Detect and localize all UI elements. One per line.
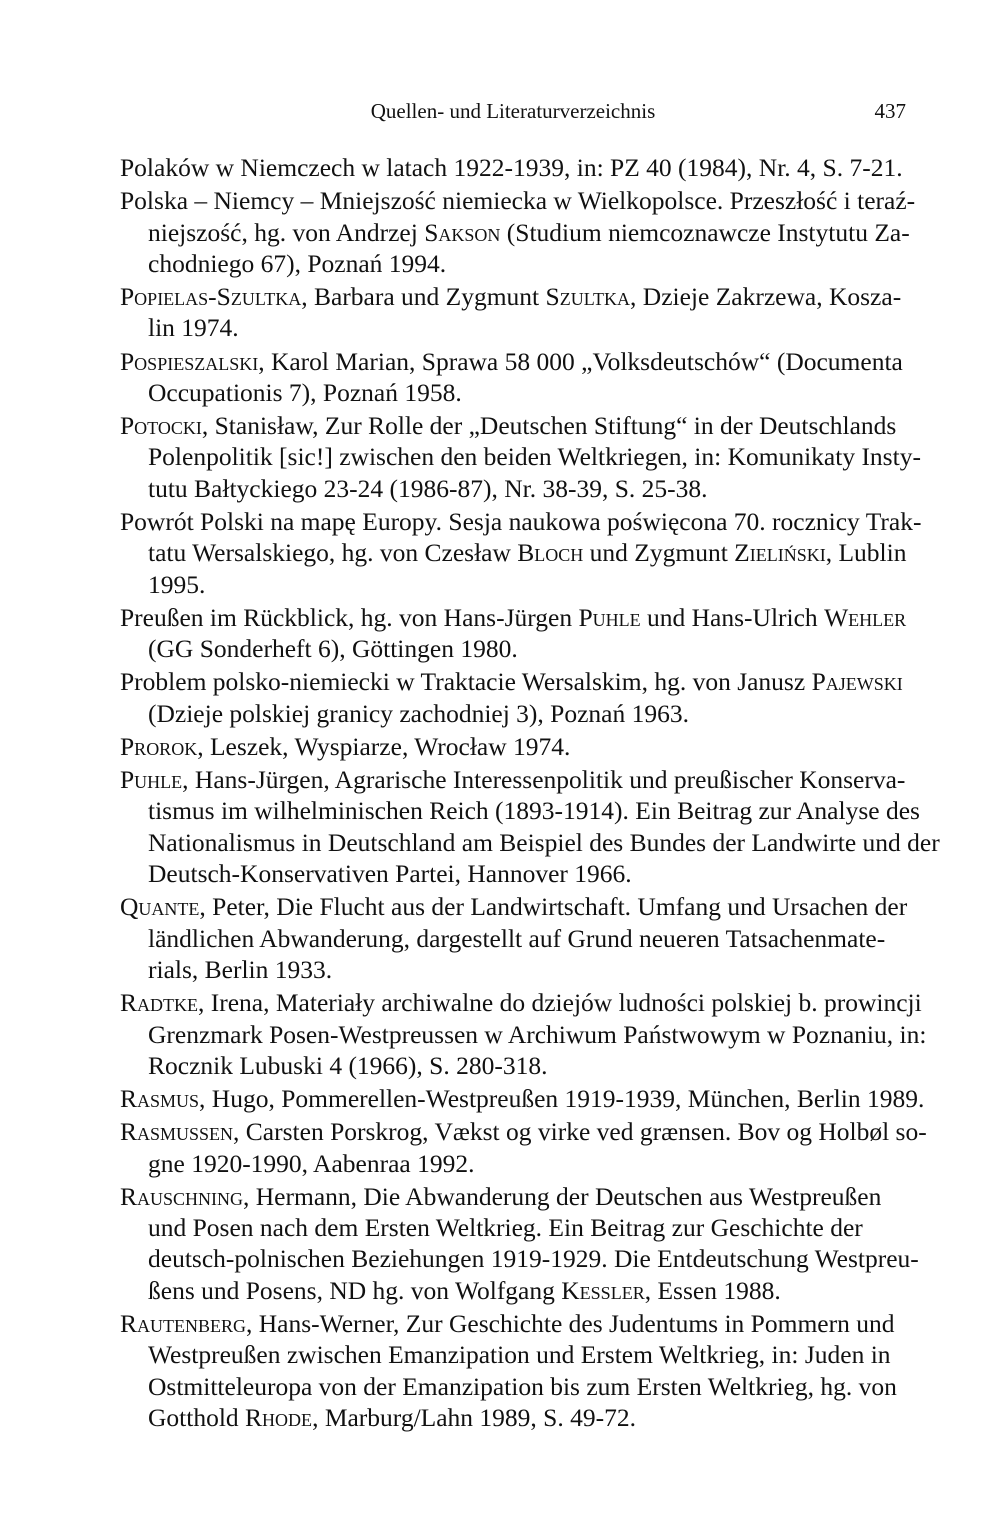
entry-line: Rasmussen, Carsten Porskrog, Vækst og virke ved grænsen. Bov og Holbøl so-: [120, 1117, 927, 1147]
bibliography-entry: [120, 1181, 919, 1307]
entry-line: Grenzmark Posen-Westpreussen w Archiwum Państwowym w Poznaniu, in:: [148, 1019, 927, 1049]
entry-line: Westpreußen zwischen Emanzipation und Erstem Weltkrieg, in: Juden in: [148, 1340, 891, 1370]
entry-line: Radtke, Irena, Materiały archiwalne do dziejów ludności polskiej b. prowincji: [120, 988, 922, 1018]
entry-line: Polska – Niemcy – Mniejszość niemiecka w Wielkopolsce. Przeszłość i teraź-: [120, 186, 916, 216]
entry-line: Gotthold Rhode, Marburg/Lahn 1989, S. 49-72.: [148, 1403, 636, 1433]
entry-line: tutu Bałtyckiego 23-24 (1986-87), Nr. 38-39, S. 25-38.: [148, 473, 708, 503]
entry-line: tismus im wilhelminischen Reich (1893-1914). Ein Beitrag zur Analyse des: [148, 796, 920, 826]
entry-line: und Posen nach dem Ersten Weltkrieg. Ein Beitrag zur Geschichte der: [148, 1213, 863, 1243]
bibliography-entry: [120, 1308, 906, 1434]
entry-line: Potocki, Stanisław, Zur Rolle der „Deutschen Stiftung“ in der Deutschlands: [120, 411, 897, 440]
entry-line: Polaków w Niemczech w latach 1922-1939, in: PZ 40 (1984), Nr. 4, S. 7-21.: [120, 153, 903, 182]
entry-line: 1995.: [148, 569, 206, 599]
page-number: 437: [874, 99, 906, 123]
entry-line: Prorok, Leszek, Wyspiarze, Wrocław 1974.: [120, 731, 571, 761]
bibliography-entry: [120, 152, 906, 183]
bibliography-entry: [120, 764, 940, 890]
entry-line: Nationalismus in Deutschland am Beispiel des Bundes der Landwirte und der: [148, 827, 940, 857]
bibliography-entry: [120, 346, 906, 409]
bibliography-entry: [120, 410, 921, 504]
bibliography-entry: [120, 891, 906, 985]
entry-line: Rautenberg, Hans-Werner, Zur Geschichte des Judentums in Pommern und: [120, 1308, 895, 1338]
entry-line: lin 1974.: [148, 313, 239, 343]
bibliography-list: [120, 152, 940, 1435]
bibliography-entry: [120, 602, 906, 665]
bibliography-entry: [120, 506, 922, 600]
bibliography-entry: [120, 185, 916, 279]
entry-line: chodniego 67), Poznań 1994.: [148, 248, 447, 278]
entry-line: (Dzieje polskiej granicy zachodniej 3), Poznań 1963.: [148, 698, 689, 728]
entry-line: Puhle, Hans-Jürgen, Agrarische Interessenpolitik und preußischer Konserva-: [120, 764, 906, 794]
entry-line: (GG Sonderheft 6), Göttingen 1980.: [148, 634, 518, 664]
entry-line: Quante, Peter, Die Flucht aus der Landwirtschaft. Umfang und Ursachen der: [120, 892, 908, 922]
entry-line: Occupationis 7), Poznań 1958.: [148, 377, 462, 407]
entry-line: deutsch-polnischen Beziehungen 1919-1929. Die Entdeutschung Westpreu-: [148, 1244, 919, 1274]
running-title: Quellen- und Literaturverzeichnis: [370, 99, 656, 123]
entry-line: Powrót Polski na mapę Europy. Sesja naukowa poświęcona 70. rocznicy Trak-: [120, 506, 922, 536]
entry-line: Preußen im Rückblick, hg. von Hans-Jürgen Puhle und Hans-Ulrich Wehler: [120, 602, 907, 632]
running-header: [120, 94, 906, 128]
entry-line: Popielas-Szultka, Barbara und Zygmunt Szultka, Dzieje Zakrzewa, Kosza-: [120, 282, 902, 311]
bibliography-entry: [120, 1116, 927, 1179]
entry-line: gne 1920-1990, Aabenraa 1992.: [148, 1148, 475, 1178]
entry-line: ßens und Posens, ND hg. von Wolfgang Kessler, Essen 1988.: [148, 1275, 781, 1305]
entry-line: Deutsch-Konservativen Partei, Hannover 1966.: [148, 859, 632, 889]
entry-line: Rasmus, Hugo, Pommerellen-Westpreußen 1919-1939, München, Berlin 1989.: [120, 1084, 925, 1114]
entry-line: rials, Berlin 1933.: [148, 955, 333, 985]
entry-line: Ostmitteleuropa von der Emanzipation bis zum Ersten Weltkrieg, hg. von: [148, 1371, 897, 1401]
bibliography-entry: [120, 666, 906, 729]
entry-line: tatu Wersalskiego, hg. von Czesław Bloch und Zygmunt Zieliński, Lublin: [148, 538, 907, 568]
entry-line: Problem polsko-niemiecki w Traktacie Wersalskim, hg. von Janusz Pajewski: [120, 667, 903, 697]
entry-line: Polenpolitik [sic!] zwischen den beiden Weltkriegen, in: Komunikaty Insty-: [148, 442, 921, 472]
bibliography-entry: [120, 731, 906, 762]
entry-line: ländlichen Abwanderung, dargestellt auf Grund neueren Tatsachenmate-: [148, 923, 886, 953]
entry-line: niejszość, hg. von Andrzej Sakson (Studium niemcoznawcze Instytutu Za-: [148, 217, 910, 247]
entry-line: Rauschning, Hermann, Die Abwanderung der Deutschen aus Westpreußen: [120, 1181, 882, 1211]
bibliography-entry: [120, 1083, 925, 1114]
bibliography-entry: [120, 281, 906, 344]
entry-line: Pospieszalski, Karol Marian, Sprawa 58 000 „Volksdeutschów“ (Documenta: [120, 346, 903, 376]
entry-line: Rocznik Lubuski 4 (1966), S. 280-318.: [148, 1050, 548, 1080]
bibliography-entry: [120, 987, 927, 1081]
